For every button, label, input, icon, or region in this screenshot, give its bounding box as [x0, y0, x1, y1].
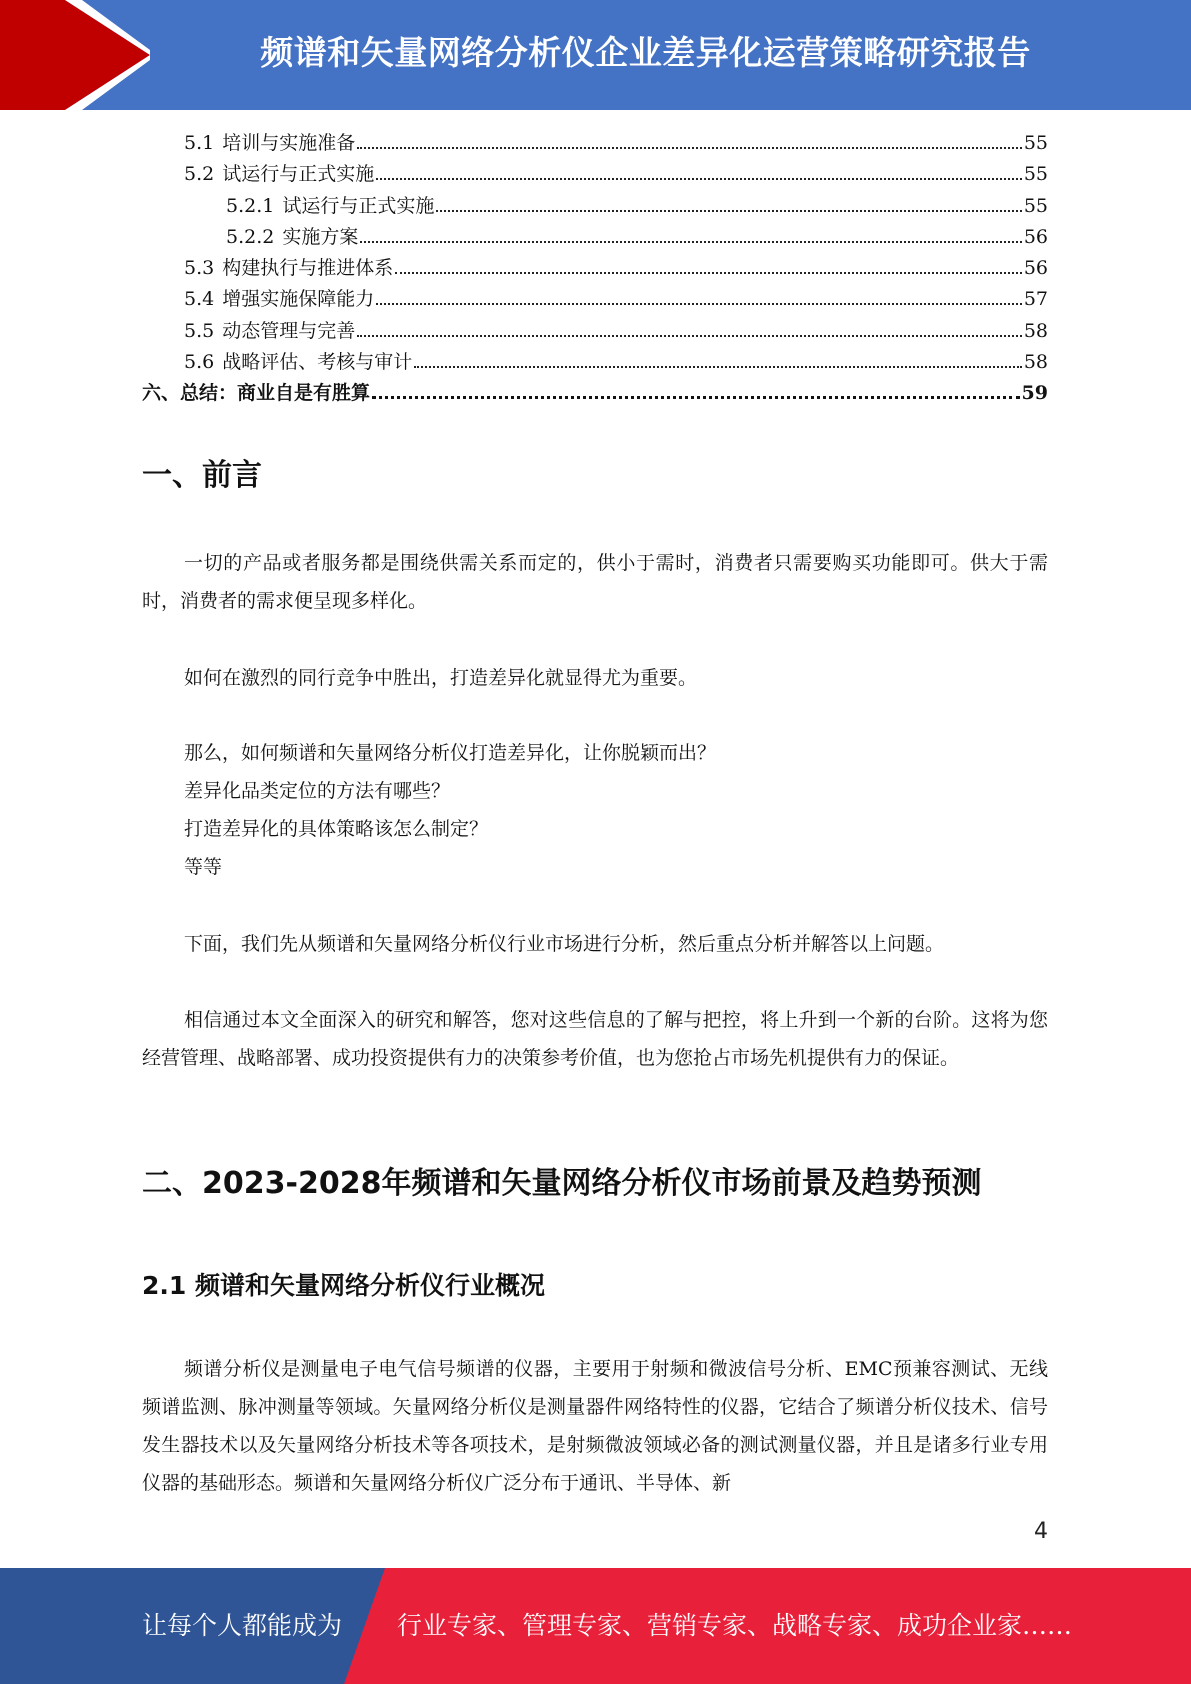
toc-page-number: 56 [1023, 257, 1048, 280]
document-title: 频谱和矢量网络分析仪企业差异化运营策略研究报告 [260, 33, 1031, 72]
footer-slogan-right: 行业专家、管理专家、营销专家、战略专家、成功企业家…… [397, 1611, 1073, 1640]
toc-label: 增强实施保障能力 [222, 288, 375, 311]
toc-number: 5.4 [184, 288, 215, 311]
toc-entry[interactable] [142, 253, 1048, 284]
body-paragraph: 下面，我们先从频谱和矢量网络分析仪行业市场进行分析，然后重点分析并解答以上问题。 [184, 933, 945, 955]
page-number: 4 [1034, 1519, 1048, 1544]
toc-page-number: 57 [1023, 288, 1048, 311]
toc-label: 战略评估、考核与审计 [222, 351, 413, 374]
toc-label: 试运行与正式实施 [222, 163, 375, 186]
toc-number: 5.2 [184, 163, 215, 186]
toc-entry-chapter[interactable] [142, 378, 1048, 409]
toc-entry[interactable] [142, 159, 1048, 190]
toc-label: 六、总结：商业自是有胜算 [142, 382, 371, 405]
toc-entry[interactable] [142, 222, 1048, 253]
toc-leader-dots [376, 303, 1022, 305]
page-footer [0, 1568, 1191, 1684]
toc-number: 5.6 [184, 351, 215, 374]
toc-page-number: 56 [1023, 225, 1048, 248]
page-header [0, 0, 1191, 110]
toc-entry[interactable] [142, 347, 1048, 378]
toc-page-number: 58 [1023, 351, 1048, 374]
toc-leader-dots [414, 366, 1022, 368]
toc-number: 5.5 [184, 319, 215, 342]
toc-number: 5.1 [184, 132, 215, 154]
question-line: 等等 [184, 856, 223, 878]
toc-number: 5.2.2 [226, 225, 275, 248]
body-paragraph: 相信通过本文全面深入的研究和解答，您对这些信息的了解与把控，将上升到一个新的台阶。这将为您经营管理、战略部署、成功投资提供有力的决策参考价值，也为您抢占市场先机提供有力的保证。 [142, 1009, 1048, 1069]
toc-leader-dots [395, 272, 1022, 274]
toc-entry[interactable] [142, 191, 1048, 222]
body-paragraph: 一切的产品或者服务都是围绕供需关系而定的，供小于需时，消费者只需要购买功能即可。供大于需时，消费者的需求便呈现多样化。 [142, 552, 1048, 612]
table-of-contents [142, 128, 1048, 410]
toc-number: 5.2.1 [226, 194, 275, 217]
question-line: 打造差异化的具体策略该怎么制定？ [184, 818, 489, 840]
section-heading: 一、前言 [142, 458, 262, 493]
toc-entry[interactable] [142, 284, 1048, 315]
toc-label: 培训与实施准备 [222, 132, 356, 154]
subsection-heading: 2.1 频谱和矢量网络分析仪行业概况 [142, 1271, 545, 1300]
toc-number: 5.3 [184, 257, 215, 280]
toc-leader-dots [357, 335, 1022, 337]
toc-leader-dots [376, 178, 1022, 180]
toc-page-number: 55 [1023, 194, 1048, 217]
toc-page-number: 59 [1021, 382, 1048, 405]
toc-leader-dots [372, 396, 1020, 399]
toc-page-number: 55 [1023, 163, 1048, 186]
toc-entry[interactable] [142, 128, 1048, 159]
toc-label: 试运行与正式实施 [282, 194, 435, 217]
toc-leader-dots [436, 210, 1021, 212]
toc-label: 构建执行与推进体系 [222, 257, 394, 280]
footer-slogan-left: 让每个人都能成为 [142, 1611, 343, 1640]
toc-page-number: 58 [1023, 319, 1048, 342]
body-paragraph: 如何在激烈的同行竞争中胜出，打造差异化就显得尤为重要。 [184, 667, 698, 689]
toc-label: 实施方案 [282, 225, 359, 248]
toc-label: 动态管理与完善 [222, 319, 356, 342]
toc-leader-dots [360, 241, 1021, 243]
body-paragraph: 频谱分析仪是测量电子电气信号频谱的仪器，主要用于射频和微波信号分析、EMC预兼容测试、无线频谱监测、脉冲测量等领域。矢量网络分析仪是测量器件网络特性的仪器，它结合了频谱分析仪技术、信号发生器技术以及矢量网络分析技术等各项技术，是射频微波领域必备的测试测量仪器，并且是诸多行业专用仪器的基础形态。频谱和矢量网络分析仪广泛分布于通讯、半导体、新 [142, 1358, 1048, 1494]
red-chevron-icon [0, 0, 150, 110]
toc-page-number: 55 [1023, 132, 1048, 154]
toc-entry[interactable] [142, 316, 1048, 347]
question-line: 差异化品类定位的方法有哪些？ [184, 780, 451, 802]
question-line: 那么，如何频谱和矢量网络分析仪打造差异化，让你脱颖而出？ [184, 742, 717, 764]
section-heading: 二、2023-2028年频谱和矢量网络分析仪市场前景及趋势预测 [142, 1166, 982, 1201]
toc-leader-dots [357, 147, 1022, 149]
